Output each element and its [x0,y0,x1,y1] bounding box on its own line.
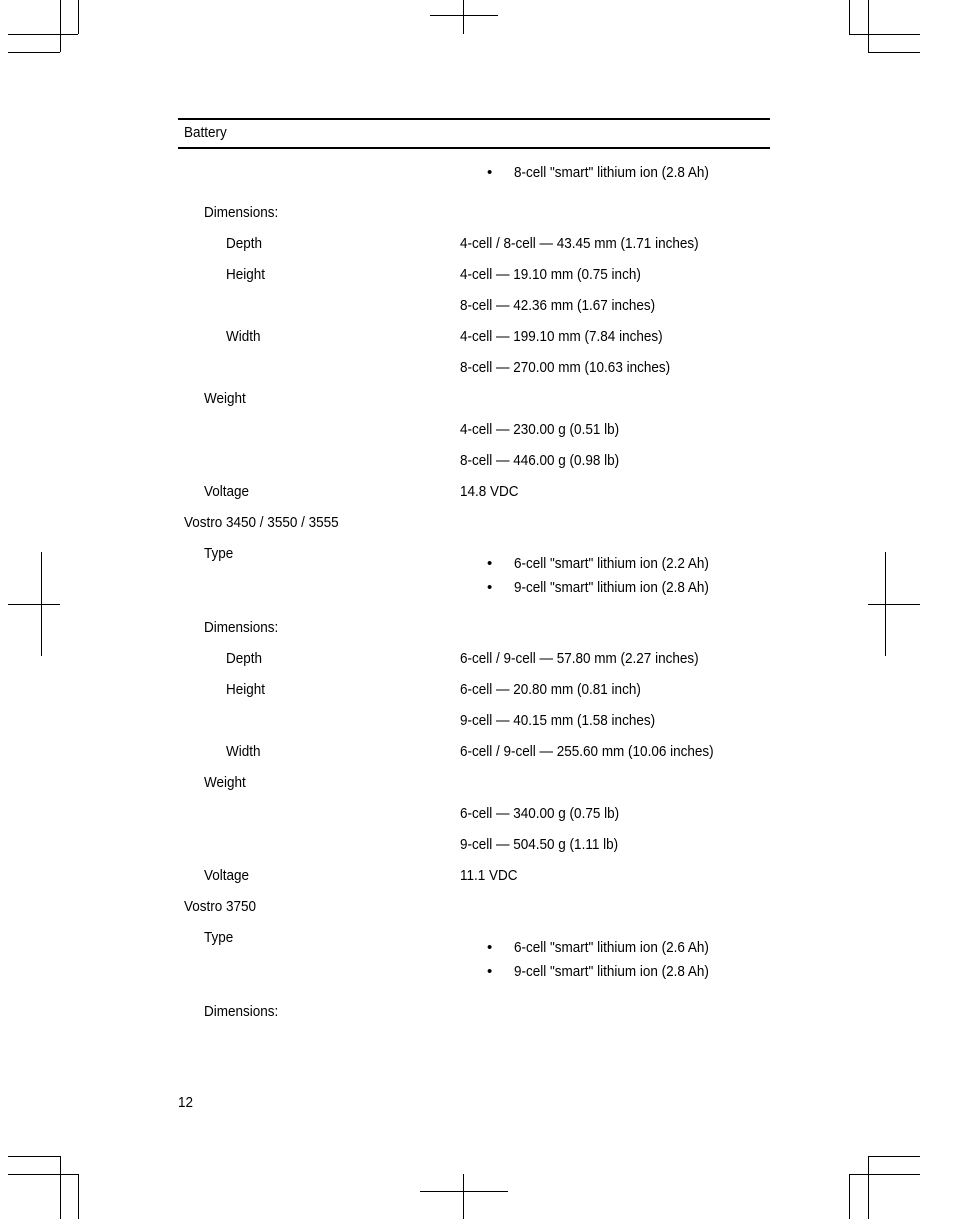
bullet-icon: • [487,939,493,956]
spec-label: Width [226,328,261,345]
section-title: Battery [184,124,227,141]
page-number: 12 [178,1094,194,1111]
spec-label: Type [204,545,234,562]
spec-label: Dimensions: [204,1003,279,1020]
bullet-icon: • [487,963,493,980]
spec-label: Dimensions: [204,204,279,221]
spec-value: 9-cell — 504.50 g (1.11 lb) [460,836,619,853]
spec-value: 9-cell — 40.15 mm (1.58 inches) [460,712,656,729]
spec-value: 8-cell — 270.00 mm (10.63 inches) [460,359,671,376]
spec-label: Vostro 3750 [184,898,257,915]
spec-value: 14.8 VDC [460,483,519,500]
spec-value: 8-cell — 446.00 g (0.98 lb) [460,452,620,469]
spec-value: 6-cell / 9-cell — 255.60 mm (10.06 inches) [460,743,714,760]
spec-value: 6-cell / 9-cell — 57.80 mm (2.27 inches) [460,650,699,667]
spec-label: Height [226,681,266,698]
bullet-item: 6-cell "smart" lithium ion (2.6 Ah) [514,939,709,956]
header-rule-top [178,118,770,120]
spec-label: Dimensions: [204,619,279,636]
bullet-icon: • [487,579,493,596]
spec-value: 4-cell — 230.00 g (0.51 lb) [460,421,620,438]
bullet-item: 9-cell "smart" lithium ion (2.8 Ah) [514,963,709,980]
header-rule-bottom [178,147,770,149]
bullet-item: 8-cell "smart" lithium ion (2.8 Ah) [514,164,709,181]
spec-label: Width [226,743,261,760]
spec-value: 11.1 VDC [460,867,518,884]
spec-value: 6-cell — 20.80 mm (0.81 inch) [460,681,641,698]
spec-label: Vostro 3450 / 3550 / 3555 [184,514,339,531]
spec-value: 4-cell — 19.10 mm (0.75 inch) [460,266,641,283]
spec-value: 4-cell / 8-cell — 43.45 mm (1.71 inches) [460,235,699,252]
spec-label: Depth [226,650,263,667]
spec-label: Type [204,929,234,946]
spec-value: 6-cell — 340.00 g (0.75 lb) [460,805,620,822]
spec-value: 4-cell — 199.10 mm (7.84 inches) [460,328,663,345]
spec-value: 8-cell — 42.36 mm (1.67 inches) [460,297,656,314]
spec-label: Voltage [204,483,250,500]
spec-label: Height [226,266,266,283]
spec-label: Depth [226,235,263,252]
bullet-item: 9-cell "smart" lithium ion (2.8 Ah) [514,579,709,596]
spec-label: Weight [204,390,246,407]
spec-label: Weight [204,774,246,791]
bullet-icon: • [487,555,493,572]
bullet-icon: • [487,164,493,181]
spec-label: Voltage [204,867,250,884]
bullet-item: 6-cell "smart" lithium ion (2.2 Ah) [514,555,709,572]
